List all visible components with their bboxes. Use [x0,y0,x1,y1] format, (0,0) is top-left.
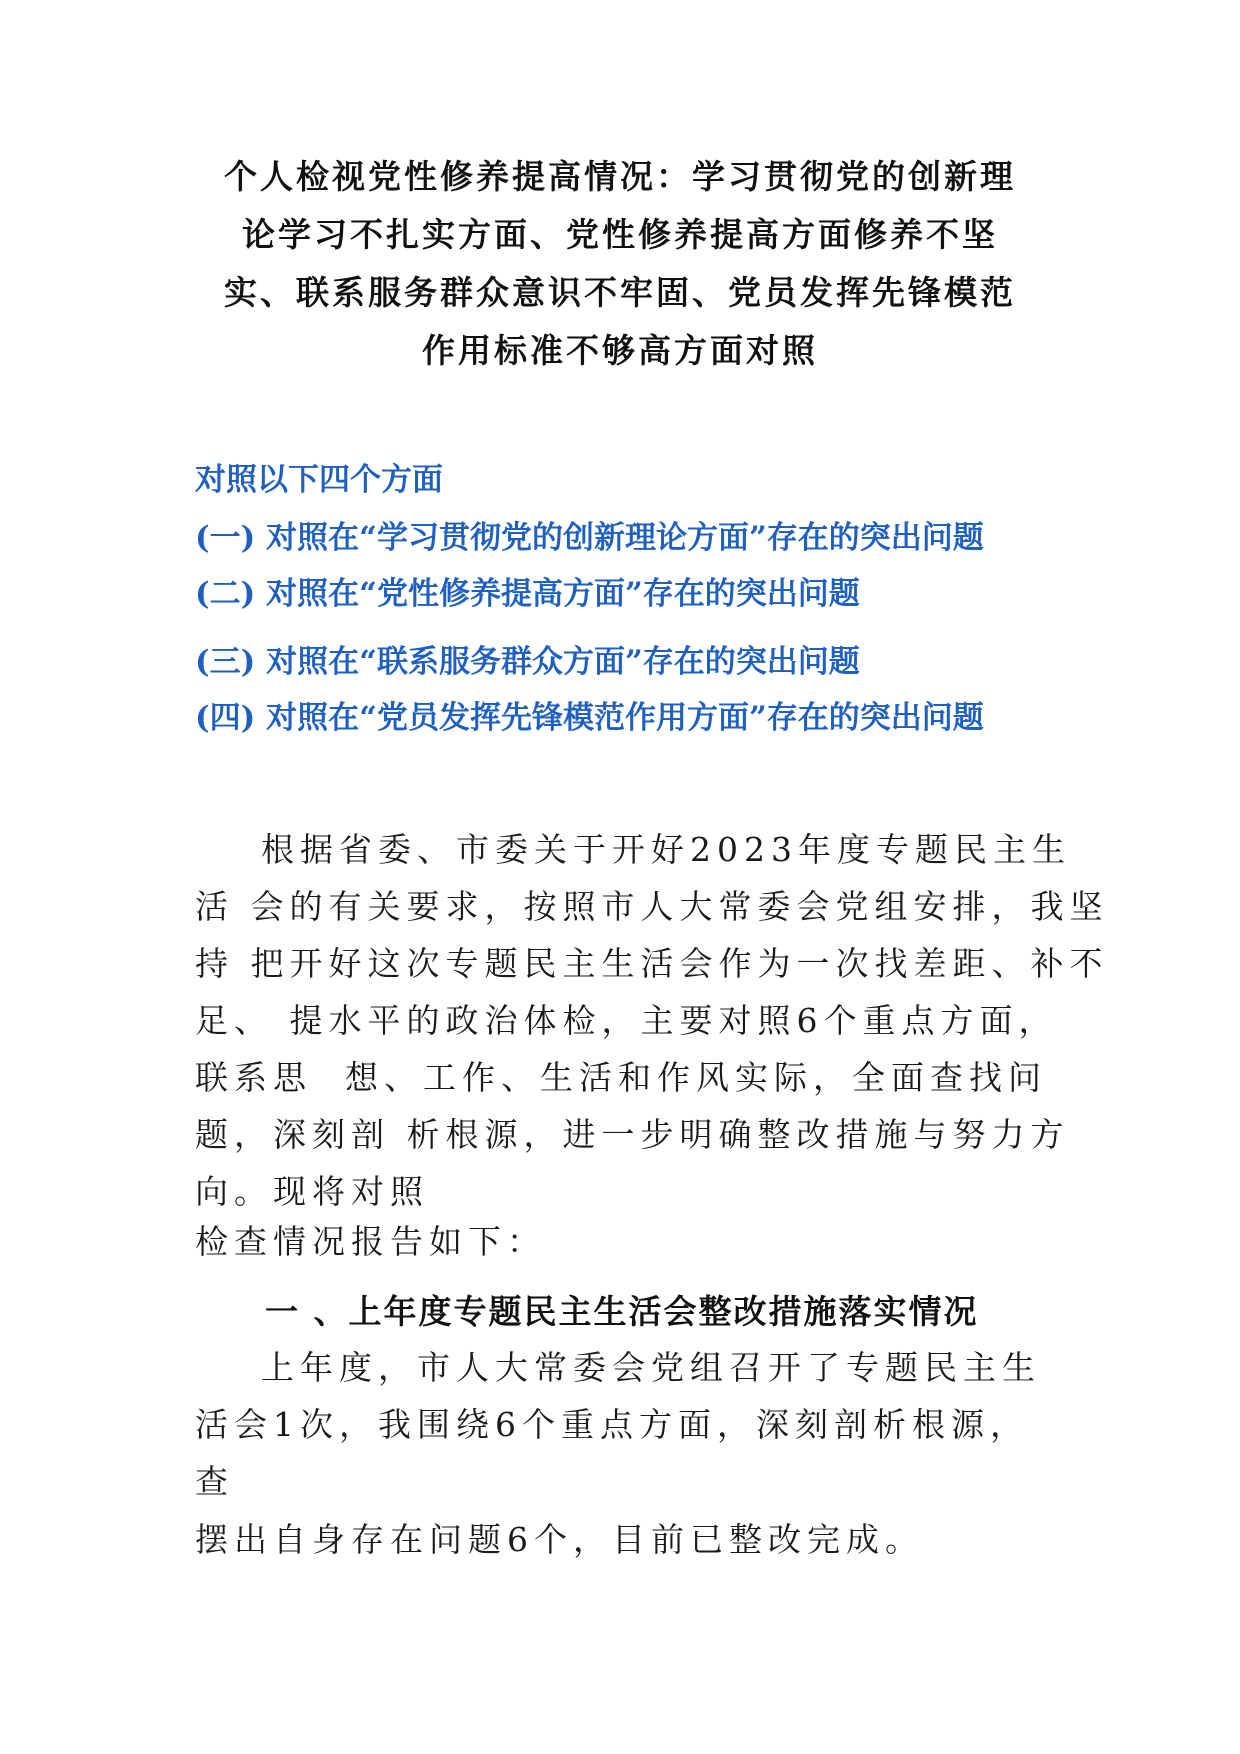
section-1-line-2: 活会1次，我围绕6个重点方面，深刻剖析根源， [195,1405,1029,1444]
title-line-4: 作用标准不够高方面对照 [422,331,818,370]
section-heading-1: 一 、上年度专题民主生活会整改措施落实情况 [265,1292,979,1331]
intro-line-7: 向。现将对照 [195,1172,429,1211]
contents-item-4: (四) 对照在“党员发挥先锋模范作用方面”存在的突出问题 [195,700,984,736]
title-line-3: 实、联系服务群众意识不牢固、党员发挥先锋模范 [224,273,1016,312]
intro-line-3: 持 把开好这次专题民主生活会作为一次找差距、补不 [195,944,1109,983]
contents-item-3: (三) 对照在“联系服务群众方面”存在的突出问题 [195,644,860,680]
contents-heading: 对照以下四个方面 [195,462,443,498]
title-line-2: 论学习不扎实方面、党性修养提高方面修养不坚 [242,215,998,254]
intro-line-4: 足、 提水平的政治体检，主要对照6个重点方面， [195,1001,1058,1040]
title-line-1: 个人检视党性修养提高情况：学习贯彻党的创新理 [224,157,1016,196]
section-1-line-4: 摆出自身存在问题6个，目前已整改完成。 [195,1520,924,1559]
section-1-line-1: 上年度，市人大常委会党组召开了专题民主生 [195,1348,1041,1387]
intro-line-6: 题，深刻剖 析根源，进一步明确整改措施与努力方 [195,1115,1070,1154]
contents-item-1: (一) 对照在“学习贯彻党的创新理论方面”存在的突出问题 [195,520,984,556]
intro-line-1: 根据省委、市委关于开好2023年度专题民主生 [195,830,1071,869]
intro-line-2: 活 会的有关要求，按照市人大常委会党组安排，我坚 [195,887,1109,926]
intro-line-8: 检查情况报告如下： [195,1222,546,1261]
intro-line-5: 联系思 想、工作、生活和作风实际，全面查找问 [195,1058,1047,1097]
document-title [190,148,1050,380]
section-1-line-3: 查 [195,1462,234,1501]
contents-item-2: (二) 对照在“党性修养提高方面”存在的突出问题 [195,576,860,612]
